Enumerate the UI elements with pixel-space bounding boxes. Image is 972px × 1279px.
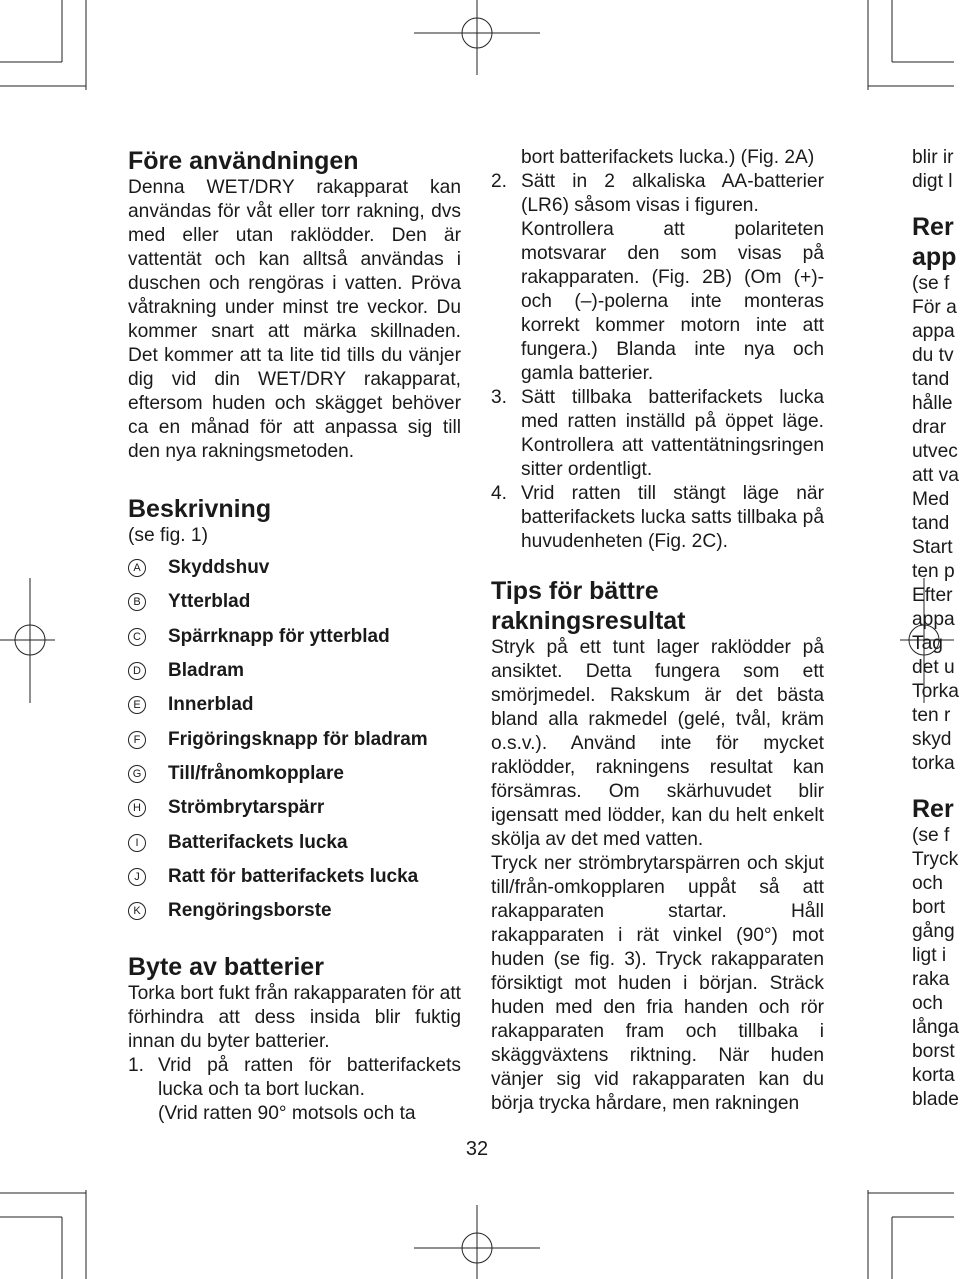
- part-item: [128, 825, 461, 859]
- part-letter-badge: H: [128, 799, 146, 817]
- part-letter-badge: B: [128, 593, 146, 611]
- line: långa: [912, 1017, 959, 1038]
- part-label: Ratt för batterifackets lucka: [168, 865, 419, 887]
- line: och: [912, 993, 943, 1014]
- step-item: [128, 1054, 461, 1126]
- part-letter-badge: E: [128, 696, 146, 714]
- part-label: Bladram: [168, 660, 245, 682]
- line: och: [912, 873, 943, 894]
- battery-intro-paragraph: Torka bort fukt från rakapparaten för att förhindra att dess insida blir fuktig innan du byter batterier.: [128, 983, 461, 1053]
- part-letter-badge: A: [128, 559, 146, 577]
- line: hålle: [912, 393, 953, 414]
- step-number: 1.: [128, 1055, 145, 1077]
- column-right-truncated: [912, 146, 972, 1112]
- heading-fragment: app: [912, 243, 957, 271]
- line: appa: [912, 321, 955, 342]
- page-number: 32: [465, 1138, 489, 1160]
- part-item: [128, 654, 461, 688]
- line: ligt i: [912, 945, 947, 966]
- line: blir ir: [912, 147, 954, 168]
- step-item-cont: [491, 146, 824, 170]
- line: gång: [912, 921, 955, 942]
- part-item: [128, 551, 461, 585]
- step-item: [491, 386, 824, 482]
- part-item: [128, 722, 461, 756]
- column-left: [128, 146, 461, 1126]
- heading-tips: Tips för bättre rakningsresultat: [491, 577, 686, 635]
- step-text: Vrid ratten till stängt läge när batterifackets lucka satts tillbaka på huvudenheten (Fig. 2C).: [521, 483, 824, 552]
- line: borst: [912, 1041, 955, 1062]
- line: bort: [912, 897, 946, 918]
- line: Tag: [912, 633, 943, 654]
- line: Med: [912, 489, 950, 510]
- heading-fore-anvandningen: Före användningen: [128, 147, 359, 175]
- intro-paragraph: Denna WET/DRY rakapparat kan användas för våt eller torr rakning, dvs med eller utan raklödder. Den är vattentät och kan alltså användas i duschen och rengöras i vatten. Pröva våtrakning under minst tre veckor. Du kommer snart att märka skillnaden. Det kommer att ta lite tid tills du vänjer dig vid din WET/DRY rakapparat, eftersom huden och skägget behöver ca en månad för att anpassa sig till den nya rakningsmetoden.: [128, 177, 461, 462]
- line: Tryck: [912, 849, 959, 870]
- parts-list: [128, 551, 461, 928]
- line: drar: [912, 417, 947, 438]
- line: tand: [912, 513, 950, 534]
- part-label: Batterifackets lucka: [168, 831, 348, 853]
- step-item: [491, 170, 824, 386]
- tips-paragraph-2: Tryck ner strömbrytarspärren och skjut till/från-omkopplaren uppåt så att rakapparaten startar. Håll rakapparaten i rät vinkel (90°) mot huden (se fig. 3). Tryck rakapparaten försiktigt mot huden i början. Sträck huden med den fria handen och rör rakapparaten fram och tillbaka i skäggväxtens riktning. När huden vänjer sig vid rakapparaten kan du börja trycka hårdare, men rakningen: [491, 853, 824, 1114]
- heading-beskrivning: Beskrivning: [128, 495, 272, 523]
- line: utvec: [912, 441, 958, 462]
- part-label: Till/frånomkopplare: [168, 762, 344, 784]
- line: du tv: [912, 345, 954, 366]
- line: skyd: [912, 729, 952, 750]
- line: korta: [912, 1065, 955, 1086]
- part-letter-badge: J: [128, 868, 146, 886]
- line: Start: [912, 537, 953, 558]
- line: Torka: [912, 681, 959, 702]
- part-label: Innerblad: [168, 694, 254, 716]
- line: torka: [912, 753, 955, 774]
- part-letter-badge: D: [128, 662, 146, 680]
- part-item: [128, 860, 461, 894]
- tips-paragraph-1: Stryk på ett tunt lager raklödder på ansiktet. Detta fungera som ett smörjmedel. Rakskum är det bästa bland alla rakmedel (gelé, tvål, kräm o.s.v.). Använd inte för mycket raklödder, rakningens resultat kan försämras. Om skärhuvudet blir igensatt med lödder, kan du helt enkelt skölja av det med vatten.: [491, 637, 824, 850]
- line: digt l: [912, 171, 953, 192]
- line: För a: [912, 297, 957, 318]
- part-letter-badge: I: [128, 834, 146, 852]
- part-label: Skyddshuv: [168, 557, 270, 579]
- part-item: [128, 894, 461, 928]
- part-item: [128, 585, 461, 619]
- line: ten p: [912, 561, 955, 582]
- step-text: Sätt in 2 alkaliska AA-batterier (LR6) såsom visas i figuren.: [521, 171, 824, 216]
- heading-fragment: Rer: [912, 795, 954, 823]
- part-letter-badge: K: [128, 902, 146, 920]
- part-item: [128, 791, 461, 825]
- see-fig-1: (se fig. 1): [128, 525, 208, 546]
- part-label: Rengöringsborste: [168, 900, 332, 922]
- line: (se f: [912, 825, 950, 846]
- line: ten r: [912, 705, 951, 726]
- step-item: [491, 482, 824, 554]
- line: tand: [912, 369, 950, 390]
- part-item: [128, 757, 461, 791]
- part-label: Strömbrytarspärr: [168, 797, 325, 819]
- line: att va: [912, 465, 959, 486]
- column-middle: [491, 146, 824, 1116]
- step-text-note: Kontrollera att polariteten motsvarar den som visas på rakapparaten. (Fig. 2B) (Om (+)- och (–)-polerna inte monteras korrekt kommer motorn inte att fungera.) Blanda inte nya och gamla batterier.: [521, 219, 824, 384]
- line: (se f: [912, 273, 950, 294]
- line: Efter: [912, 585, 953, 606]
- battery-steps-cont: [491, 146, 824, 554]
- line: appa: [912, 609, 955, 630]
- line: blade: [912, 1089, 959, 1110]
- part-item: [128, 620, 461, 654]
- battery-steps-start: [128, 1054, 461, 1126]
- step-number: 3.: [491, 387, 508, 408]
- part-label: Spärrknapp för ytterblad: [168, 625, 390, 647]
- line: raka: [912, 969, 950, 990]
- step-text-cont: bort batterifackets lucka.) (Fig. 2A): [521, 147, 815, 168]
- part-letter-badge: C: [128, 628, 146, 646]
- step-text: Sätt tillbaka batterifackets lucka med ratten inställd på öppet läge. Kontrollera att vattentätningsringen sitter ordentligt.: [521, 387, 824, 480]
- step-number: 2.: [491, 171, 508, 192]
- heading-fragment: Rer: [912, 213, 954, 241]
- line: det u: [912, 657, 955, 678]
- part-letter-badge: F: [128, 731, 146, 749]
- part-label: Frigöringsknapp för bladram: [168, 728, 428, 750]
- step-text-cont: (Vrid ratten 90° motsols och ta: [158, 1103, 416, 1125]
- heading-byte-av-batterier: Byte av batterier: [128, 953, 324, 982]
- step-number: 4.: [491, 483, 508, 504]
- step-text: Vrid på ratten för batterifackets lucka och ta bort luckan.: [158, 1055, 461, 1101]
- part-letter-badge: G: [128, 765, 146, 783]
- part-item: [128, 688, 461, 722]
- part-label: Ytterblad: [168, 591, 251, 613]
